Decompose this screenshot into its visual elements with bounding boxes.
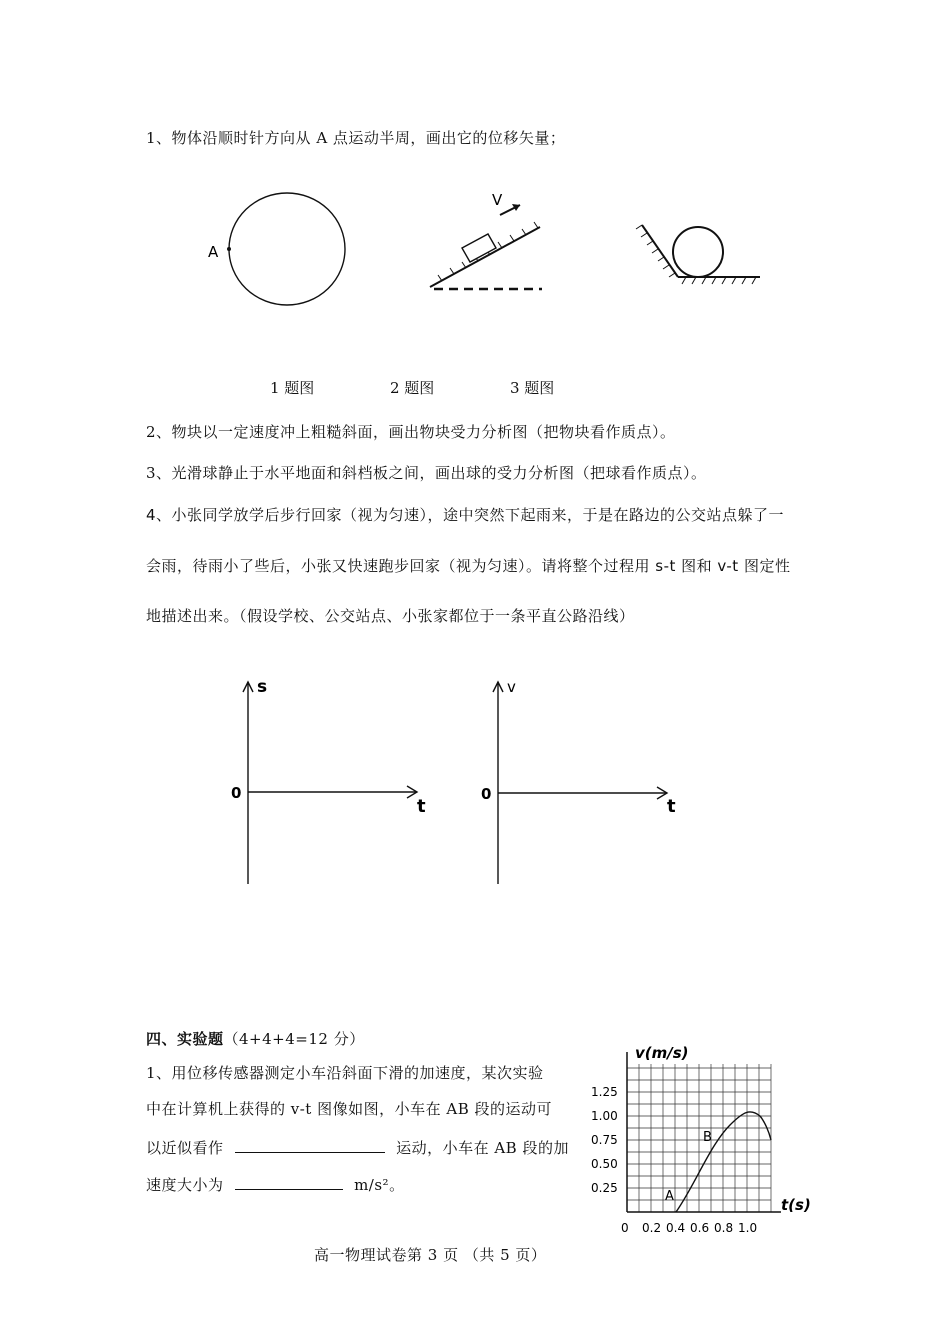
x-tick-label: 0.8 bbox=[714, 1221, 734, 1235]
y-tick-label: 0.75 bbox=[591, 1133, 618, 1147]
question-4-line-3: 地描述出来。（假设学校、公交站点、小张家都位于一条平直公路沿线） bbox=[146, 607, 635, 625]
question-1-text: 1、物体沿顺时针方向从 A 点运动半周，画出它的位移矢量； bbox=[146, 129, 566, 147]
vt-y-label: v bbox=[507, 678, 516, 696]
line-4-prefix: 速度大小为 bbox=[146, 1176, 224, 1194]
question-4-line-2: 会雨，待雨小了些后，小张又快速跑步回家（视为匀速）。请将整个过程用 s-t 图和 v-t 图定性 bbox=[146, 557, 791, 575]
y-tick-label: 1.00 bbox=[591, 1109, 618, 1123]
x-tick-label: 0.4 bbox=[666, 1221, 686, 1235]
st-x-label: t bbox=[417, 796, 426, 817]
x-tick-label: 0.2 bbox=[642, 1221, 662, 1235]
figure-2-incline bbox=[420, 185, 550, 300]
graph-curve bbox=[676, 1112, 771, 1212]
graph-y-label: v(m/s) bbox=[635, 1044, 689, 1062]
line-3-prefix: 以近似看作 bbox=[146, 1139, 224, 1157]
section-4-score: （4+4+4=12 分） bbox=[223, 1030, 365, 1048]
circle-label-a: A bbox=[208, 243, 219, 261]
graph-x-ticks bbox=[621, 1221, 757, 1235]
figure-1-circle bbox=[200, 185, 360, 315]
graph-y-ticks bbox=[591, 1085, 618, 1195]
velocity-label: V bbox=[492, 191, 503, 209]
vt-origin-label: 0 bbox=[481, 785, 492, 803]
caption-2: 2 题图 bbox=[390, 379, 435, 397]
graph-point-b: B bbox=[703, 1130, 712, 1145]
vt-x-label: t bbox=[667, 796, 676, 817]
graph-x-label: t(s) bbox=[781, 1196, 811, 1214]
figure-3-ball bbox=[630, 215, 770, 295]
vt-axes bbox=[475, 672, 695, 892]
question-3-text: 3、光滑球静止于水平地面和斜档板之间，画出球的受力分析图（把球看作质点）。 bbox=[146, 464, 707, 482]
point-a-dot bbox=[227, 247, 231, 251]
answer-blank-motion[interactable] bbox=[235, 1136, 385, 1153]
section-4-line-3 bbox=[146, 1136, 569, 1158]
page-footer: 高一物理试卷第 3 页 （共 5 页） bbox=[314, 1246, 547, 1264]
line-4-suffix: m/s²。 bbox=[354, 1176, 405, 1194]
y-tick-label: 0.25 bbox=[591, 1181, 618, 1195]
section-4-line-1: 1、用位移传感器测定小车沿斜面下滑的加速度，某次实验 bbox=[146, 1064, 544, 1082]
x-tick-label: 0 bbox=[621, 1221, 629, 1235]
ball bbox=[673, 227, 723, 277]
graph-grid bbox=[627, 1064, 771, 1212]
y-tick-label: 0.50 bbox=[591, 1157, 618, 1171]
x-tick-label: 0.6 bbox=[690, 1221, 710, 1235]
question-4-line-1: 4、小张同学放学后步行回家（视为匀速），途中突然下起雨来，于是在路边的公交站点躲了一 bbox=[146, 506, 785, 524]
st-axes bbox=[225, 672, 445, 892]
x-tick-label: 1.0 bbox=[738, 1221, 758, 1235]
board-hatch bbox=[636, 225, 675, 277]
section-4-line-4 bbox=[146, 1173, 405, 1195]
line-3-suffix: 运动，小车在 AB 段的加 bbox=[396, 1139, 569, 1157]
caption-1: 1 题图 bbox=[270, 379, 315, 397]
vt-experiment-graph bbox=[585, 1040, 815, 1245]
caption-3: 3 题图 bbox=[510, 379, 555, 397]
section-4-line-2: 中在计算机上获得的 v-t 图像如图，小车在 AB 段的运动可 bbox=[146, 1100, 553, 1118]
section-4-heading-row bbox=[146, 1029, 365, 1049]
section-4-heading: 四、实验题 bbox=[146, 1030, 224, 1048]
question-2-text: 2、物块以一定速度冲上粗糙斜面，画出物块受力分析图（把物块看作质点）。 bbox=[146, 423, 676, 441]
floor-hatch bbox=[682, 277, 756, 284]
answer-blank-acceleration[interactable] bbox=[235, 1173, 343, 1190]
circle-path bbox=[229, 193, 345, 305]
st-origin-label: 0 bbox=[231, 784, 242, 802]
graph-point-a: A bbox=[665, 1189, 674, 1204]
block bbox=[462, 234, 496, 262]
st-y-label: s bbox=[257, 677, 268, 697]
y-tick-label: 1.25 bbox=[591, 1085, 618, 1099]
